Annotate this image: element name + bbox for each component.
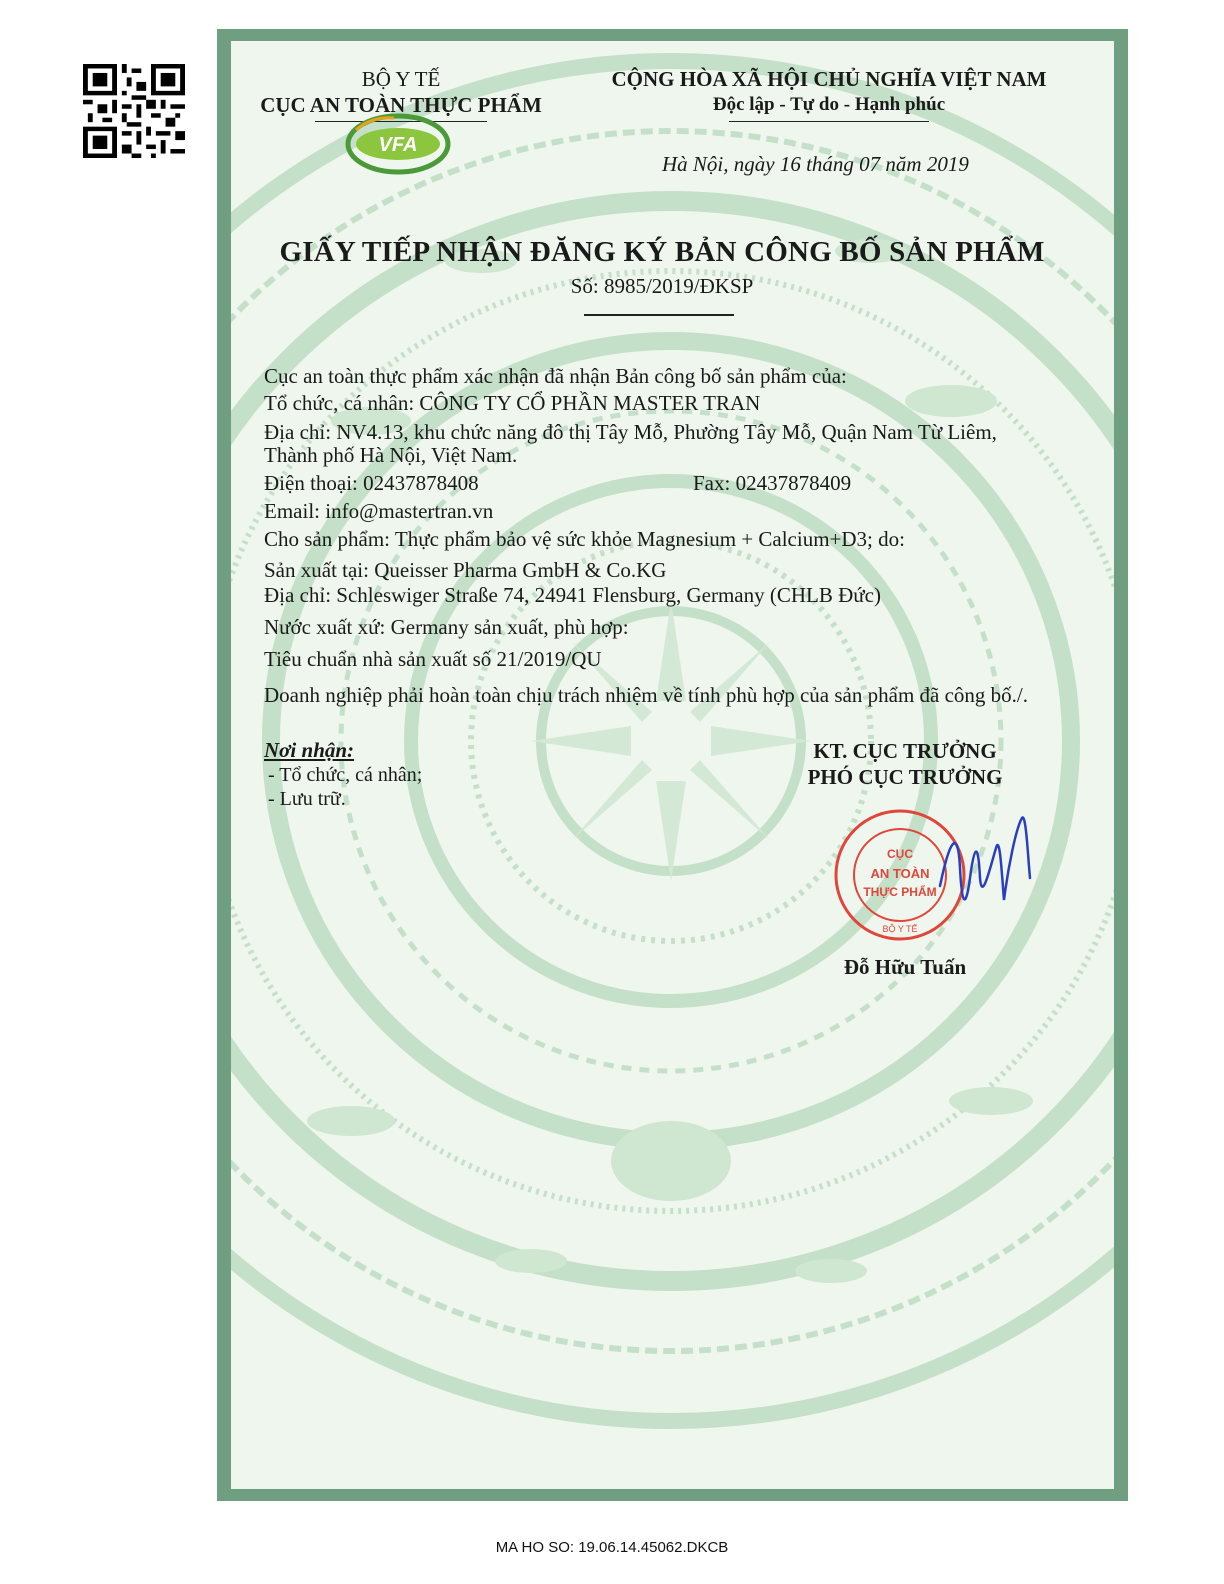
signer-name: Đỗ Hữu Tuấn bbox=[843, 955, 967, 979]
origin-text: Nước xuất xứ: Germany sản xuất, phù hợp: bbox=[264, 615, 629, 639]
issue-date: Hà Nội, ngày 16 tháng 07 năm 2019 bbox=[662, 152, 969, 176]
svg-text:BỘ Y TẾ: BỘ Y TẾ bbox=[882, 924, 918, 934]
organization-text: Tổ chức, cá nhân: CÔNG TY CỔ PHẦN MASTER TRAN bbox=[264, 391, 761, 415]
document-number: Số: 8985/2019/ĐKSP bbox=[570, 274, 754, 298]
svg-text:CỤC: CỤC bbox=[887, 847, 913, 861]
handwritten-signature bbox=[930, 808, 1040, 918]
standard-text: Tiêu chuẩn nhà sản xuất số 21/2019/QU bbox=[264, 647, 602, 671]
recipients-heading: Nơi nhận: bbox=[264, 738, 355, 762]
manufacturer-address-text: Địa chỉ: Schleswiger Straße 74, 24941 Flensburg, Germany (CHLB Đức) bbox=[264, 583, 881, 607]
signatory-line-2: PHÓ CỤC TRƯỞNG bbox=[807, 765, 1003, 789]
fax-text: Fax: 02437878409 bbox=[693, 471, 852, 495]
agency-name: CỤC AN TOÀN THỰC PHẨM bbox=[260, 93, 542, 117]
manufacturer-text: Sản xuất tại: Queisser Pharma GmbH & Co.KG bbox=[264, 558, 667, 582]
address-line-2: Thành phố Hà Nội, Việt Nam. bbox=[264, 443, 518, 467]
intro-text: Cục an toàn thực phẩm xác nhận đã nhận Bản công bố sản phẩm của: bbox=[264, 364, 847, 388]
file-code: MA HO SO: 19.06.14.45062.DKCB bbox=[495, 1539, 729, 1556]
svg-text:VFA: VFA bbox=[378, 134, 418, 156]
country-name: CỘNG HÒA XÃ HỘI CHỦ NGHĨA VIỆT NAM bbox=[611, 67, 1047, 91]
phone-text: Điện thoại: 02437878408 bbox=[264, 471, 479, 495]
product-text: Cho sản phẩm: Thực phẩm bảo vệ sức khỏe Magnesium + Calcium+D3; do: bbox=[264, 527, 905, 551]
recipient-item: - Lưu trữ. bbox=[268, 788, 346, 810]
document-title: GIẤY TIẾP NHẬN ĐĂNG KÝ BẢN CÔNG BỐ SẢN PHẨM bbox=[279, 236, 1045, 268]
ministry-name: BỘ Y TẾ bbox=[361, 67, 441, 91]
recipient-item: - Tổ chức, cá nhân; bbox=[268, 764, 423, 786]
title-underline bbox=[584, 314, 734, 316]
responsibility-text: Doanh nghiệp phải hoàn toàn chịu trách nhiệm về tính phù hợp của sản phẩm đã công bố./. bbox=[264, 683, 1028, 707]
qr-code bbox=[83, 64, 185, 158]
svg-text:THỰC PHẨM: THỰC PHẨM bbox=[863, 885, 937, 899]
motto-underline bbox=[729, 121, 929, 122]
national-motto: Độc lập - Tự do - Hạnh phúc bbox=[712, 94, 946, 115]
email-text: Email: info@mastertran.vn bbox=[264, 499, 494, 523]
national-heading bbox=[585, 66, 1073, 122]
svg-text:AN TOÀN: AN TOÀN bbox=[870, 866, 930, 881]
signatory-title bbox=[780, 738, 1030, 790]
signatory-line-1: KT. CỤC TRƯỞNG bbox=[813, 739, 997, 763]
address-line-1: Địa chỉ: NV4.13, khu chức năng đô thị Tây Mỗ, Phường Tây Mỗ, Quận Nam Từ Liêm, bbox=[264, 420, 997, 444]
vfa-logo bbox=[342, 110, 454, 176]
